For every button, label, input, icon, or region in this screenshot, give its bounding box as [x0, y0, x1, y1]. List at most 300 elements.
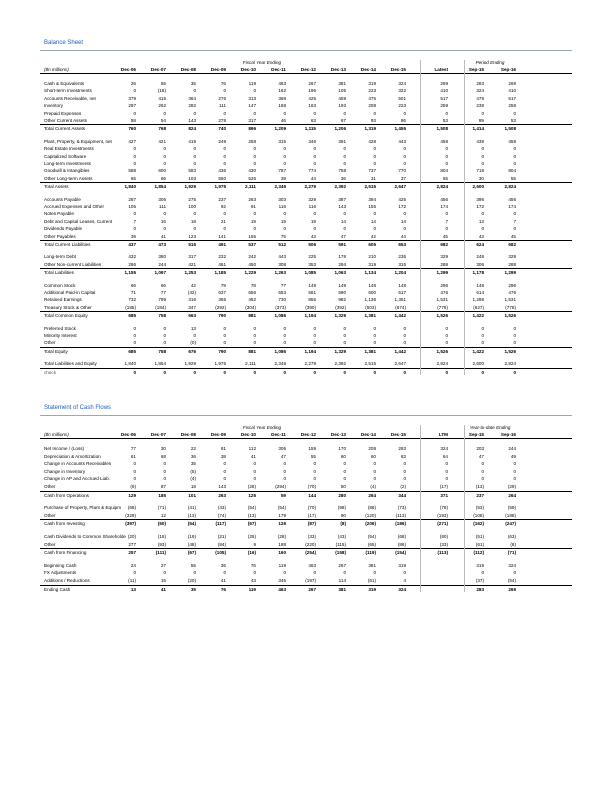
cell-value: (184)	[155, 304, 166, 310]
table-row	[40, 102, 572, 109]
cell-value: 0	[133, 333, 136, 338]
cell-value: 732	[128, 297, 136, 303]
cell-value: 0	[163, 468, 166, 474]
cell-value: 7	[513, 218, 516, 224]
cell-value: 2,515	[364, 361, 376, 367]
cell-value: 38	[220, 453, 226, 459]
cell-value: 410	[440, 88, 448, 94]
table-row	[40, 160, 572, 167]
cell-value: 1,086	[274, 348, 286, 354]
row-label: Other	[44, 340, 56, 346]
cell-value: 0	[133, 226, 136, 232]
cell-value: 396	[476, 196, 484, 202]
cell-value: 319	[398, 562, 406, 568]
column-header: LTM	[438, 432, 448, 437]
cell-value: (162)	[473, 521, 484, 527]
cell-value: 210	[368, 254, 376, 260]
cell-value: (28)	[277, 534, 286, 539]
cell-value: 303	[278, 196, 286, 202]
cell-value: 0	[481, 468, 484, 474]
cell-value: (59)	[507, 505, 516, 511]
cell-value: 0	[445, 325, 448, 331]
cell-value: 473	[158, 242, 166, 247]
cell-value: 1,178	[472, 270, 484, 276]
cell-value: 35	[220, 562, 226, 568]
table-row	[40, 95, 572, 102]
cell-value: 58	[130, 118, 136, 123]
cell-value: 537	[248, 242, 256, 247]
period-label: Period Ending	[475, 60, 505, 65]
cell-value: 306	[476, 261, 484, 267]
cell-value: 105	[338, 88, 346, 94]
cell-value: 347	[188, 304, 196, 310]
cell-value: 0	[133, 88, 136, 94]
cell-value: 7	[133, 218, 136, 224]
table-row	[40, 569, 572, 576]
cell-value: 283	[398, 446, 406, 451]
cell-value: 774	[308, 168, 316, 174]
cell-value: 0	[283, 325, 286, 331]
cell-value: (105)	[215, 550, 226, 556]
cell-value: 0	[163, 461, 166, 467]
cell-value: 463	[308, 562, 316, 568]
cell-value: 165	[248, 233, 256, 239]
total-row	[40, 585, 572, 592]
total-row	[40, 268, 572, 275]
cell-value: 0	[373, 340, 376, 346]
cell-value: 0	[253, 340, 256, 346]
cell-value: 1,086	[274, 313, 286, 319]
cell-value: 881	[248, 348, 256, 354]
cell-value: (54)	[187, 521, 196, 527]
cell-value: 46	[280, 118, 286, 123]
cell-value: (43)	[217, 505, 226, 511]
cell-value: 42	[370, 233, 376, 239]
table-row	[40, 145, 572, 152]
cell-value: 244	[508, 446, 516, 451]
table-row	[40, 110, 572, 117]
cell-value: 101	[188, 492, 196, 498]
cell-value: 236	[398, 254, 406, 260]
cell-value: 427	[128, 138, 136, 144]
cell-value: 0	[481, 110, 484, 116]
cell-value: 148	[368, 282, 376, 288]
cell-value: 258	[248, 138, 256, 144]
cell-value: (2)	[400, 484, 406, 489]
cell-value: (54)	[247, 505, 256, 511]
cell-value: 0	[163, 110, 166, 116]
table-row	[40, 468, 572, 475]
cell-value: 0	[513, 153, 516, 159]
cell-value: (54)	[507, 578, 516, 583]
cell-value: 86	[400, 118, 406, 123]
cell-value: (8)	[510, 541, 516, 547]
cell-value: 381	[338, 81, 346, 86]
cell-value: (29)	[507, 484, 516, 489]
cell-value: 119	[278, 562, 286, 568]
cell-value: 0	[283, 369, 286, 375]
cell-value: 614	[476, 290, 484, 295]
cell-value: 7	[445, 218, 448, 224]
cell-value: 0	[163, 325, 166, 331]
cell-value: 2,647	[394, 184, 406, 190]
cell-value: 324	[440, 446, 448, 451]
cell-value: 263	[218, 492, 226, 498]
cell-value: 317	[188, 254, 196, 260]
column-header: Dec-08	[180, 432, 196, 437]
cell-value: 55	[190, 562, 196, 568]
cell-value: 308	[278, 261, 286, 267]
row-label: Prepaid Expenses	[44, 110, 82, 116]
cell-value: 203	[476, 446, 484, 451]
cell-value: 1,204	[394, 270, 406, 276]
cell-value: 0	[223, 461, 226, 467]
cell-value: 718	[476, 168, 484, 174]
column-header: Latest	[434, 67, 448, 72]
cell-value: 0	[343, 570, 346, 576]
cell-value: (117)	[215, 521, 226, 527]
cell-value: (292)	[215, 304, 226, 310]
cell-value: 322	[398, 88, 406, 94]
cell-value: 600	[368, 290, 376, 295]
cell-value: 391	[338, 138, 346, 144]
cell-value: 269	[440, 81, 448, 86]
cell-value: 0	[193, 146, 196, 152]
cell-value: 0	[343, 461, 346, 467]
table-row	[40, 445, 572, 452]
cell-value: 174	[440, 204, 448, 209]
cell-value: 1,531	[504, 297, 516, 303]
column-header: Dec-09	[210, 67, 226, 72]
table-row	[40, 87, 572, 94]
cell-value: 21	[220, 218, 226, 224]
cell-value: 0	[373, 468, 376, 474]
cell-value: (390)	[305, 304, 316, 310]
cell-value: 799	[158, 297, 166, 303]
cell-value: (19)	[187, 534, 196, 539]
cell-value: 2,349	[274, 361, 286, 367]
row-label: Total Liabilities and Equity	[44, 361, 97, 367]
cell-value: 66	[130, 282, 136, 288]
cell-value: 0	[133, 146, 136, 152]
cell-value: 0	[133, 476, 136, 482]
cell-value: (67)	[187, 550, 196, 556]
cell-value: (65)	[367, 541, 376, 547]
cell-value: (271)	[437, 521, 448, 527]
table-row	[40, 289, 572, 296]
row-label: Plant, Property, & Equipment, net	[44, 138, 112, 144]
cell-value: 443	[398, 138, 406, 144]
cell-value: 1,351	[394, 297, 406, 303]
cell-value: 1,526	[436, 313, 448, 319]
cell-value: 740	[218, 126, 226, 132]
cell-value: 1,854	[154, 361, 166, 367]
column-header: Sep-16	[500, 67, 516, 72]
cell-value: 114	[338, 578, 346, 583]
row-label: Additions / Reductions	[44, 578, 90, 583]
cell-value: 149	[308, 282, 316, 288]
cell-value: 0	[481, 461, 484, 467]
cell-value: 329	[440, 254, 448, 260]
cell-value: 0	[445, 333, 448, 338]
cell-value: 19	[280, 218, 286, 224]
cell-value: (4)	[370, 484, 376, 489]
cell-value: 0	[313, 211, 316, 217]
cell-value: 31	[370, 175, 376, 181]
cell-value: 0	[313, 369, 316, 375]
row-label: Cash from Financing	[44, 550, 87, 556]
cell-value: 371	[440, 492, 448, 498]
cell-value: 0	[223, 333, 226, 338]
cell-value: (154)	[395, 550, 406, 556]
table-row	[40, 196, 572, 203]
cell-value: (0)	[190, 340, 196, 346]
total-row	[40, 240, 572, 247]
cell-value: 0	[513, 476, 516, 482]
cell-value: 1,422	[472, 348, 484, 354]
cell-value: 0	[343, 369, 346, 375]
cell-value: 583	[188, 168, 196, 174]
column-divider	[420, 425, 421, 592]
row-label: Retained Earnings	[44, 297, 82, 303]
row-label: Cash & Equivalents	[44, 81, 85, 86]
row-label: Other	[44, 484, 56, 489]
row-label: Total Current Assets	[44, 126, 86, 132]
row-label: Preferred Stock	[44, 325, 76, 331]
cell-value: 0	[313, 153, 316, 159]
cell-value: 0	[193, 570, 196, 576]
cell-value: 617	[398, 290, 406, 295]
cell-value: 0	[481, 161, 484, 166]
total-row	[40, 347, 572, 354]
cell-value: 1,526	[504, 313, 516, 319]
cell-value: 0	[481, 369, 484, 375]
cell-value: 68	[160, 453, 166, 459]
cell-value: 437	[128, 242, 136, 247]
row-label: Total Liabilities	[44, 270, 74, 276]
cell-value: 37	[400, 175, 406, 181]
cell-value: 0	[445, 476, 448, 482]
cell-value: 0	[373, 570, 376, 576]
cell-value: 18	[190, 484, 196, 489]
row-label: Purchase of Property, Plant & Equipm	[44, 505, 122, 511]
cell-value: 2,279	[304, 184, 316, 190]
cell-value: 263	[248, 196, 256, 202]
cell-value: 0	[445, 468, 448, 474]
cell-value: 63	[400, 453, 406, 459]
cell-value: 0	[373, 146, 376, 152]
column-header: Dec-07	[150, 67, 166, 72]
cell-value: 0	[343, 161, 346, 166]
cell-value: (54)	[367, 534, 376, 539]
row-label: Minority Interest	[44, 333, 77, 338]
cell-value: (43)	[337, 534, 346, 539]
total-row	[40, 519, 572, 526]
cell-value: 0	[513, 226, 516, 232]
cell-value: 790	[218, 348, 226, 354]
row-label: Dividends Payable	[44, 226, 83, 232]
cell-value: 9	[253, 541, 256, 547]
cell-value: 0	[133, 325, 136, 331]
cell-value: 248	[476, 254, 484, 260]
cell-value: 0	[223, 476, 226, 482]
cell-value: 0	[313, 110, 316, 116]
cell-value: 13	[190, 325, 196, 331]
table-row	[40, 225, 572, 232]
table-row	[40, 504, 572, 511]
cell-value: 1,063	[334, 270, 346, 276]
column-divider	[420, 60, 421, 375]
row-label: Inventory	[44, 103, 63, 109]
cell-value: 368	[278, 95, 286, 101]
table-row	[40, 167, 572, 174]
cell-value: (247)	[505, 521, 516, 527]
cell-value: 0	[133, 161, 136, 166]
row-label: Beginning Cash	[44, 562, 77, 568]
row-label: check	[44, 369, 57, 375]
cell-value: 0	[445, 153, 448, 159]
cell-value: 0	[513, 333, 516, 338]
cell-value: 12	[160, 512, 166, 518]
cell-value: 0	[403, 110, 406, 116]
cell-value: 550	[218, 175, 226, 181]
cell-value: 0	[133, 369, 136, 375]
cell-value: 39	[280, 175, 286, 181]
cell-value: 0	[513, 325, 516, 331]
cell-value: 43	[310, 233, 316, 239]
cell-value: 0	[223, 570, 226, 576]
cell-value: (71)	[157, 505, 166, 511]
cell-value: 188	[278, 541, 286, 547]
cell-value: 278	[218, 118, 226, 123]
cell-value: 1,253	[184, 270, 196, 276]
cell-value: 41	[250, 453, 256, 459]
cell-value: (112)	[473, 550, 484, 556]
cell-value: 676	[188, 348, 196, 354]
cell-value: 267	[338, 562, 346, 568]
cell-value: 1,299	[504, 270, 516, 276]
row-label: Cash Dividends to Common Shareholde	[44, 534, 126, 539]
cell-value: 66	[160, 175, 166, 181]
cell-value: 432	[128, 254, 136, 260]
cell-value: 13	[130, 586, 136, 592]
cell-value: 53	[442, 118, 448, 123]
cell-value: 1,136	[364, 297, 376, 303]
cell-value: 18	[190, 218, 196, 224]
cell-value: 2,111	[245, 184, 256, 190]
cell-value: (674)	[395, 304, 406, 310]
column-header: Dec-07	[150, 432, 166, 437]
cell-value: 280	[338, 492, 346, 498]
cell-value: 41	[220, 578, 226, 583]
cell-value: (294)	[275, 484, 286, 489]
cell-value: 81	[220, 446, 226, 451]
cell-value: (17)	[439, 484, 448, 489]
cell-value: 0	[133, 153, 136, 159]
cell-value: 208	[368, 446, 376, 451]
cell-value: 476	[440, 290, 448, 295]
cell-value: 232	[218, 254, 226, 260]
cell-value: 491	[218, 242, 226, 247]
column-header: Dec-06	[120, 432, 136, 437]
cell-value: (158)	[335, 550, 346, 556]
cell-value: 119	[248, 81, 256, 86]
table-row	[40, 253, 572, 260]
cell-value: (20)	[187, 578, 196, 583]
row-label: Depreciation & Amortization	[44, 453, 101, 459]
cell-value: 0	[133, 468, 136, 474]
cell-value: (61)	[475, 541, 484, 547]
cell-value: 45	[510, 233, 516, 239]
cell-value: 282	[188, 103, 196, 109]
column-header: Sep-15	[468, 432, 484, 437]
cell-value: 881	[248, 313, 256, 319]
cell-value: 296	[508, 282, 516, 288]
cell-value: 2,824	[504, 361, 516, 367]
cell-value: 0	[283, 110, 286, 116]
cell-value: (5)	[190, 468, 196, 474]
cell-value: 0	[133, 461, 136, 467]
cell-value: 0	[313, 325, 316, 331]
row-label: Total Common Equity	[44, 313, 88, 319]
cell-value: 0	[253, 226, 256, 232]
cell-value: 185	[158, 492, 166, 498]
total-row	[40, 182, 572, 189]
cell-value: 591	[338, 242, 346, 247]
cell-value: 787	[278, 168, 286, 174]
cell-value: 43	[478, 233, 484, 239]
cell-value: 26	[130, 81, 136, 86]
cell-value: 179	[278, 512, 286, 518]
cell-value: 415	[158, 95, 166, 101]
row-label: Total Assets	[44, 184, 69, 190]
cell-value: 394	[368, 196, 376, 202]
cell-value: 517	[440, 95, 448, 101]
cell-value: 0	[223, 369, 226, 375]
cell-value: (186)	[395, 521, 406, 527]
cell-value: 0	[133, 110, 136, 116]
cell-value: 143	[188, 118, 196, 123]
cell-value: 410	[508, 88, 516, 94]
column-header: Dec-15	[390, 432, 406, 437]
cell-value: 147	[248, 103, 256, 109]
cell-value: 193	[338, 103, 346, 109]
cell-value: 0	[481, 476, 484, 482]
cell-value: 653	[278, 290, 286, 295]
column-divider	[464, 60, 465, 375]
cell-value: 111	[219, 103, 226, 109]
cell-value: 1,975	[214, 184, 226, 190]
cell-value: 1,085	[304, 270, 316, 276]
cell-value: 1,854	[154, 184, 166, 190]
table-row	[40, 533, 572, 540]
cell-value: 149	[338, 282, 346, 288]
cell-value: 277	[128, 541, 136, 547]
cell-value: 0	[223, 468, 226, 474]
cell-value: 1,455	[394, 126, 406, 132]
cell-value: 324	[476, 88, 484, 94]
cell-value: 319	[368, 261, 376, 267]
cell-value: (41)	[187, 505, 196, 511]
cell-value: 77	[160, 290, 166, 295]
cell-value: 112	[248, 446, 256, 451]
row-label: Total Equity	[44, 348, 68, 354]
table-row	[40, 577, 572, 584]
cell-value: 0	[343, 468, 346, 474]
cell-value: 103	[188, 175, 196, 181]
table-row	[40, 175, 572, 182]
table-row	[40, 261, 572, 268]
